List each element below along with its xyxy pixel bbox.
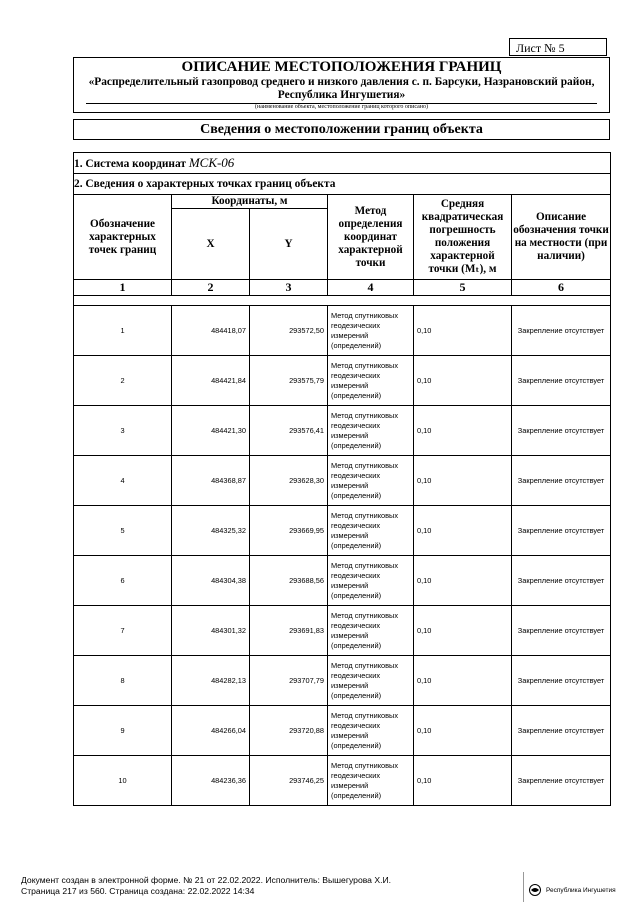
- point-description: Закрепление отсутствует: [512, 406, 611, 456]
- point-method: Метод спутниковых геодезических измерений (определений): [328, 506, 414, 556]
- footer-info: [21, 875, 391, 897]
- point-precision: 0,10: [414, 506, 512, 556]
- table-row: [74, 306, 611, 356]
- point-method: Метод спутниковых геодезических измерений (определений): [328, 606, 414, 656]
- point-description: Закрепление отсутствует: [512, 556, 611, 606]
- points-heading-row: [74, 174, 611, 195]
- header-description: Описание обозначения точки на местности (при наличии): [512, 195, 611, 280]
- point-precision: 0,10: [414, 406, 512, 456]
- org-logo: [528, 883, 616, 897]
- point-method: Метод спутниковых геодезических измерений (определений): [328, 656, 414, 706]
- point-y: 293720,88: [250, 706, 328, 756]
- point-x: 484418,07: [172, 306, 250, 356]
- table-row: [74, 706, 611, 756]
- point-x: 484301,32: [172, 606, 250, 656]
- column-number: 6: [512, 280, 611, 296]
- object-name: «Распределительный газопровод среднего и низкого давления с. п. Барсуки, Назрановский район, Республика Ингушетия»: [88, 76, 595, 101]
- column-number: 3: [250, 280, 328, 296]
- point-description: Закрепление отсутствует: [512, 706, 611, 756]
- point-id: 1: [74, 306, 172, 356]
- coord-system-row: [74, 153, 611, 174]
- header-x: X: [172, 209, 250, 280]
- point-precision: 0,10: [414, 556, 512, 606]
- point-y: 293746,25: [250, 756, 328, 806]
- point-method: Метод спутниковых геодезических измерений (определений): [328, 306, 414, 356]
- point-x: 484421,84: [172, 356, 250, 406]
- point-description: Закрепление отсутствует: [512, 756, 611, 806]
- point-id: 5: [74, 506, 172, 556]
- spacer-row: [74, 296, 611, 306]
- boundary-points-table: [73, 152, 611, 806]
- footer-divider: [523, 872, 524, 902]
- point-y: 293628,30: [250, 456, 328, 506]
- point-y: 293707,79: [250, 656, 328, 706]
- point-precision: 0,10: [414, 356, 512, 406]
- point-precision: 0,10: [414, 306, 512, 356]
- table-row: [74, 556, 611, 606]
- table-row: [74, 506, 611, 556]
- column-number: 1: [74, 280, 172, 296]
- org-name: Республика Ингушетия: [546, 886, 616, 894]
- point-method: Метод спутниковых геодезических измерений (определений): [328, 556, 414, 606]
- point-y: 293691,83: [250, 606, 328, 656]
- point-y: 293669,95: [250, 506, 328, 556]
- point-id: 2: [74, 356, 172, 406]
- point-x: 484368,87: [172, 456, 250, 506]
- point-y: 293575,79: [250, 356, 328, 406]
- point-x: 484421,30: [172, 406, 250, 456]
- point-precision: 0,10: [414, 456, 512, 506]
- point-precision: 0,10: [414, 756, 512, 806]
- header-precision: Средняя квадратическая погрешность положения характерной точки (Mₜ), м: [414, 195, 512, 280]
- coord-system-label: 1. Система координат: [74, 158, 186, 170]
- column-number: 4: [328, 280, 414, 296]
- point-method: Метод спутниковых геодезических измерений (определений): [328, 706, 414, 756]
- point-description: Закрепление отсутствует: [512, 456, 611, 506]
- point-id: 7: [74, 606, 172, 656]
- header-designation: Обозначение характерных точек границ: [74, 195, 172, 280]
- point-id: 9: [74, 706, 172, 756]
- header-method: Метод определения координат характерной точки: [328, 195, 414, 280]
- point-x: 484304,38: [172, 556, 250, 606]
- point-precision: 0,10: [414, 656, 512, 706]
- header-row-1: [74, 195, 611, 209]
- point-method: Метод спутниковых геодезических измерений (определений): [328, 456, 414, 506]
- column-number: 5: [414, 280, 512, 296]
- point-id: 6: [74, 556, 172, 606]
- footer-line-1: Документ создан в электронной форме. № 21 от 22.02.2022. Исполнитель: Вышегурова Х.И.: [21, 875, 392, 885]
- column-number: 2: [172, 280, 250, 296]
- point-y: 293576,41: [250, 406, 328, 456]
- point-description: Закрепление отсутствует: [512, 506, 611, 556]
- table-row: [74, 456, 611, 506]
- point-id: 8: [74, 656, 172, 706]
- point-x: 484236,36: [172, 756, 250, 806]
- point-id: 4: [74, 456, 172, 506]
- point-y: 293688,56: [250, 556, 328, 606]
- point-method: Метод спутниковых геодезических измерений (определений): [328, 406, 414, 456]
- title-block: [73, 57, 610, 113]
- point-description: Закрепление отсутствует: [512, 306, 611, 356]
- point-id: 3: [74, 406, 172, 456]
- table-row: [74, 656, 611, 706]
- point-description: Закрепление отсутствует: [512, 606, 611, 656]
- table-row: [74, 606, 611, 656]
- point-x: 484266,04: [172, 706, 250, 756]
- point-x: 484325,32: [172, 506, 250, 556]
- emblem-icon: [528, 883, 542, 897]
- header-coordinates: Координаты, м: [172, 195, 328, 209]
- sheet-number: Лист № 5: [509, 38, 607, 56]
- point-description: Закрепление отсутствует: [512, 356, 611, 406]
- table-row: [74, 356, 611, 406]
- point-description: Закрепление отсутствует: [512, 656, 611, 706]
- point-precision: 0,10: [414, 606, 512, 656]
- point-id: 10: [74, 756, 172, 806]
- point-precision: 0,10: [414, 706, 512, 756]
- point-method: Метод спутниковых геодезических измерений (определений): [328, 356, 414, 406]
- point-x: 484282,13: [172, 656, 250, 706]
- table-row: [74, 406, 611, 456]
- point-y: 293572,50: [250, 306, 328, 356]
- point-method: Метод спутниковых геодезических измерений (определений): [328, 756, 414, 806]
- footer-line-2: Страница 217 из 560. Страница создана: 22.02.2022 14:34: [21, 886, 255, 896]
- object-caption: (наименование объекта, местоположение границ которого описано): [255, 104, 428, 110]
- page-title: ОПИСАНИЕ МЕСТОПОЛОЖЕНИЯ ГРАНИЦ: [181, 59, 502, 75]
- table-row: [74, 756, 611, 806]
- column-numbers-row: [74, 280, 611, 296]
- section-title: Сведения о местоположении границ объекта: [73, 119, 610, 140]
- points-heading: 2. Сведения о характерных точках границ объекта: [74, 174, 611, 195]
- coord-system-value: МСК-06: [188, 155, 235, 170]
- header-y: Y: [250, 209, 328, 280]
